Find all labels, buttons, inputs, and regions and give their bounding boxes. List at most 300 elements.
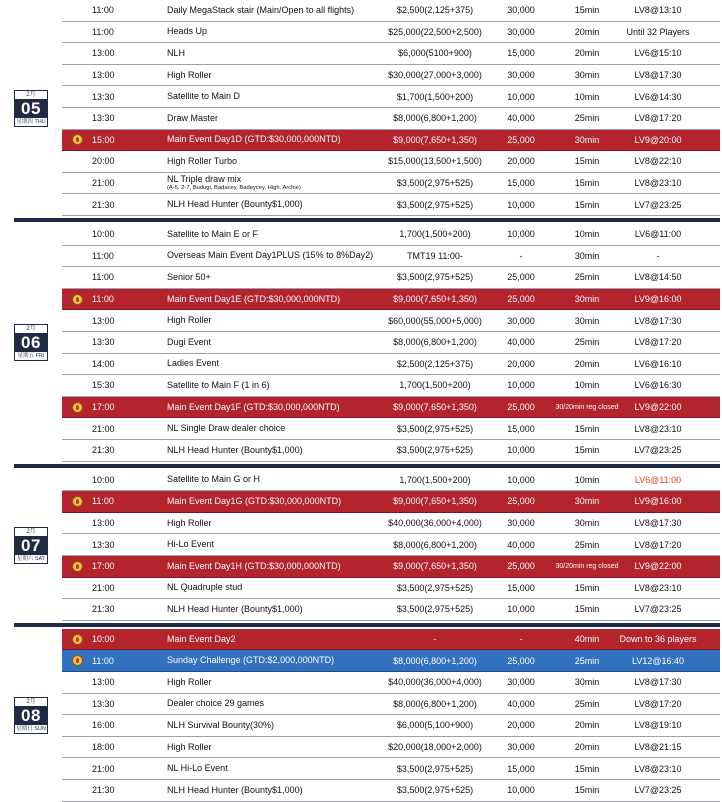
event-row <box>62 715 720 737</box>
featured-event-row <box>62 130 720 152</box>
event-late-reg: LV6@16:10 <box>634 358 682 369</box>
event-name-cell <box>167 0 397 21</box>
event-starting-chips: 10,000 <box>507 785 535 796</box>
event-buyin: $8,000(6,800+1,200) <box>393 113 477 124</box>
event-name-cell <box>167 310 397 331</box>
event-time: 11:00 <box>92 294 114 305</box>
event-starting-chips: 15,000 <box>507 763 535 774</box>
event-name: High Roller <box>167 315 212 326</box>
event-starting-chips: 30,000 <box>507 677 535 688</box>
event-row <box>62 86 720 108</box>
event-time: 13:00 <box>92 70 115 81</box>
event-late-reg: LV8@22:10 <box>634 156 682 167</box>
event-buyin: $3,500(2,975+525) <box>396 445 474 456</box>
event-row <box>62 310 720 332</box>
event-name-cell <box>167 491 397 512</box>
event-name-cell <box>167 629 397 650</box>
event-buyin: $25,000(22,500+2,500) <box>388 26 482 37</box>
event-buyin: $6,000(5,100+900) <box>396 720 474 731</box>
event-level-duration: 25min <box>574 539 600 550</box>
event-time: 15:30 <box>92 380 115 391</box>
event-buyin: $3,500(2,975+525) <box>396 582 474 593</box>
event-row <box>62 672 720 694</box>
event-row <box>62 375 720 397</box>
event-time: 13:00 <box>92 518 115 529</box>
event-name: High Roller <box>167 69 212 80</box>
flame-icon <box>72 294 83 305</box>
event-level-duration: 30min <box>574 134 600 145</box>
event-time: 17:00 <box>92 402 115 413</box>
event-level-duration: 30min <box>574 496 600 507</box>
event-level-duration: 25min <box>574 655 600 666</box>
event-time: 13:30 <box>92 91 115 102</box>
event-level-duration: 20min <box>574 720 600 731</box>
event-starting-chips: - <box>519 250 523 261</box>
event-starting-chips: 10,000 <box>507 604 535 615</box>
event-late-reg: Down to 36 players <box>619 634 697 645</box>
event-name-cell <box>167 246 397 267</box>
event-starting-chips: 10,000 <box>507 199 535 210</box>
event-row <box>62 332 720 354</box>
event-starting-chips: 30,000 <box>507 70 535 81</box>
event-time: 13:00 <box>92 48 115 59</box>
event-time: 10:00 <box>92 634 115 645</box>
event-starting-chips: 25,000 <box>507 655 535 666</box>
event-time: 14:00 <box>92 358 115 369</box>
event-name: NL Triple draw mix <box>167 174 242 185</box>
event-buyin: TMT19 11:00- <box>407 250 463 261</box>
event-level-duration: 10min <box>574 474 600 485</box>
event-late-reg: LV7@23:25 <box>634 785 682 796</box>
event-name-cell <box>167 194 397 215</box>
event-name: Hi-Lo Event <box>167 539 215 550</box>
event-name-cell <box>167 513 397 534</box>
event-level-duration: 30min <box>574 250 600 261</box>
event-level-duration: 20min <box>574 358 600 369</box>
event-late-reg: LV9@22:00 <box>634 402 682 413</box>
event-name: NLH Head Hunter (Bounty$1,000) <box>167 784 303 795</box>
date-month: 2月 <box>26 326 36 333</box>
event-level-duration: 15min <box>574 5 600 16</box>
flame-icon <box>72 134 83 145</box>
event-name-cell <box>167 173 397 194</box>
event-row <box>62 470 720 492</box>
event-name-cell <box>167 418 397 439</box>
date-weekday: 星期日 SUN <box>16 725 46 732</box>
event-late-reg: LV7@23:25 <box>634 199 682 210</box>
date-day: 08 <box>15 706 47 725</box>
event-row <box>62 224 720 246</box>
event-time: 16:00 <box>92 720 115 731</box>
event-name: High Roller Turbo <box>167 155 238 166</box>
event-buyin: $8,000(6,800+1,200) <box>393 337 477 348</box>
event-level-duration: 30/20min reg closed <box>555 403 619 411</box>
event-level-duration: 30min <box>574 677 600 688</box>
event-time: 21:00 <box>92 178 115 189</box>
event-name: Heads Up <box>167 26 208 37</box>
event-name-cell <box>167 780 397 801</box>
event-row <box>62 694 720 716</box>
flame-icon <box>72 655 83 666</box>
event-starting-chips: 15,000 <box>507 178 535 189</box>
event-buyin: $8,000(6,800+1,200) <box>393 655 477 666</box>
event-time: 11:00 <box>92 272 114 283</box>
date-day: 05 <box>15 99 47 118</box>
event-time: 21:30 <box>92 604 115 615</box>
event-level-duration: 30/20min reg closed <box>555 562 619 570</box>
event-late-reg: LV9@22:00 <box>634 561 682 572</box>
event-row <box>62 22 720 44</box>
event-level-duration: 30min <box>574 70 600 81</box>
event-buyin: $15,000(13,500+1,500) <box>388 156 482 167</box>
event-name-cell <box>167 108 397 129</box>
event-time: 21:00 <box>92 763 115 774</box>
event-time: 13:30 <box>92 337 115 348</box>
event-name: NL Single Draw dealer choice <box>167 423 286 434</box>
event-level-duration: 20min <box>574 48 600 59</box>
event-level-duration: 15min <box>574 178 600 189</box>
featured-event-row <box>62 556 720 578</box>
event-late-reg: LV8@13:10 <box>634 5 682 16</box>
event-starting-chips: 15,000 <box>507 48 535 59</box>
event-level-duration: 15min <box>574 582 600 593</box>
event-level-duration: 10min <box>574 380 600 391</box>
event-time: 13:00 <box>92 677 115 688</box>
event-buyin: $9,000(7,650+1,350) <box>393 561 477 572</box>
event-name: Satellite to Main F (1 in 6) <box>167 379 270 390</box>
date-badge <box>14 527 48 564</box>
event-row <box>62 418 720 440</box>
event-badge-icon <box>70 130 84 151</box>
event-row <box>62 0 720 22</box>
event-late-reg: LV7@23:25 <box>634 445 682 456</box>
event-late-reg: - <box>656 250 660 261</box>
event-starting-chips: 10,000 <box>507 229 535 240</box>
event-late-reg: LV6@11:00 <box>634 474 682 485</box>
event-late-reg: LV8@17:30 <box>634 518 682 529</box>
event-buyin: $6,000(5100+900) <box>398 48 472 59</box>
date-badge <box>14 324 48 361</box>
event-time: 21:30 <box>92 785 115 796</box>
event-late-reg: Until 32 Players <box>626 26 690 37</box>
event-starting-chips: - <box>519 634 523 645</box>
event-buyin: $40,000(36,000+4,000) <box>388 518 482 529</box>
event-time: 11:00 <box>92 496 114 507</box>
event-starting-chips: 30,000 <box>507 518 535 529</box>
event-name: NLH Head Hunter (Bounty$1,000) <box>167 444 303 455</box>
event-buyin: $8,000(6,800+1,200) <box>393 698 477 709</box>
event-row <box>62 578 720 600</box>
flame-icon <box>72 561 83 572</box>
event-name-cell <box>167 470 397 491</box>
event-row <box>62 246 720 268</box>
event-level-duration: 15min <box>574 423 600 434</box>
event-starting-chips: 10,000 <box>507 445 535 456</box>
event-late-reg: LV8@17:20 <box>634 337 682 348</box>
event-time: 10:00 <box>92 474 115 485</box>
event-name-cell <box>167 737 397 758</box>
event-name-cell <box>167 694 397 715</box>
event-name: NLH Head Hunter (Bounty$1,000) <box>167 199 303 210</box>
event-time: 21:00 <box>92 423 115 434</box>
event-time: 11:00 <box>92 5 114 16</box>
event-level-duration: 15min <box>574 785 600 796</box>
event-level-duration: 10min <box>574 229 600 240</box>
event-name: Sunday Challenge (GTD:$2,000,000NTD) <box>167 655 335 666</box>
event-starting-chips: 20,000 <box>507 156 535 167</box>
event-buyin: 1,700(1,500+200) <box>399 474 471 485</box>
event-late-reg: LV7@23:25 <box>634 604 682 615</box>
event-late-reg: LV8@23:10 <box>634 582 682 593</box>
event-name: Main Event Day2 <box>167 633 236 644</box>
event-late-reg: LV8@17:30 <box>634 677 682 688</box>
event-row <box>62 43 720 65</box>
event-buyin: $3,500(2,975+525) <box>396 178 474 189</box>
event-name-cell <box>167 650 397 671</box>
event-buyin: $3,500(2,975+525) <box>396 199 474 210</box>
event-row <box>62 758 720 780</box>
event-name-cell <box>167 130 397 151</box>
event-name-cell <box>167 22 397 43</box>
event-level-duration: 25min <box>574 113 600 124</box>
event-buyin: $3,500(2,975+525) <box>396 423 474 434</box>
event-starting-chips: 25,000 <box>507 561 535 572</box>
event-late-reg: LV6@11:00 <box>634 229 682 240</box>
event-time: 11:00 <box>92 655 114 666</box>
event-level-duration: 15min <box>574 156 600 167</box>
event-row <box>62 440 720 462</box>
featured-event-row <box>62 491 720 513</box>
event-name: High Roller <box>167 676 212 687</box>
event-starting-chips: 30,000 <box>507 742 535 753</box>
event-name: Ladies Event <box>167 358 220 369</box>
event-name-cell <box>167 758 397 779</box>
event-time: 13:00 <box>92 315 115 326</box>
event-starting-chips: 30,000 <box>507 5 535 16</box>
event-name-cell <box>167 267 397 288</box>
event-row <box>62 65 720 87</box>
event-name: Main Event Day1G (GTD:$30,000,000NTD) <box>167 495 342 506</box>
event-starting-chips: 25,000 <box>507 134 535 145</box>
event-name-cell <box>167 86 397 107</box>
event-name-cell <box>167 556 397 577</box>
event-badge-icon <box>70 397 84 418</box>
event-late-reg: LV8@19:10 <box>634 720 682 731</box>
event-starting-chips: 20,000 <box>507 720 535 731</box>
event-late-reg: LV6@15:10 <box>634 48 682 59</box>
flame-icon <box>72 402 83 413</box>
event-name: Overseas Main Event Day1PLUS (15% to 8%Day2) <box>167 250 374 261</box>
event-buyin: $2,500(2,125+375) <box>396 358 474 369</box>
flame-icon <box>72 634 83 645</box>
event-badge-icon <box>70 650 84 671</box>
date-column <box>0 629 62 802</box>
event-name-cell <box>167 672 397 693</box>
event-row <box>62 267 720 289</box>
event-starting-chips: 30,000 <box>507 26 535 37</box>
event-starting-chips: 25,000 <box>507 294 535 305</box>
featured-event-row <box>62 397 720 419</box>
date-column <box>0 470 62 621</box>
event-starting-chips: 25,000 <box>507 402 535 413</box>
event-time: 13:30 <box>92 539 115 550</box>
event-buyin: - <box>433 634 437 645</box>
date-badge <box>14 90 48 127</box>
event-name-cell <box>167 534 397 555</box>
event-late-reg: LV8@17:30 <box>634 70 682 81</box>
event-late-reg: LV8@17:20 <box>634 113 682 124</box>
event-row <box>62 354 720 376</box>
date-column <box>0 0 62 216</box>
event-name: Daily MegaStack stair (Main/Open to all flights) <box>167 4 355 15</box>
event-level-duration: 25min <box>574 272 600 283</box>
event-starting-chips: 25,000 <box>507 496 535 507</box>
date-weekday: 星期六 SAT <box>16 555 46 562</box>
event-name-cell <box>167 715 397 736</box>
event-buyin: $9,000(7,650+1,350) <box>393 402 477 413</box>
event-row <box>62 173 720 195</box>
event-buyin: $3,500(2,975+525) <box>396 763 474 774</box>
event-starting-chips: 25,000 <box>507 272 535 283</box>
event-starting-chips: 30,000 <box>507 315 535 326</box>
event-level-duration: 20min <box>574 742 600 753</box>
event-name-cell <box>167 599 397 620</box>
event-name-cell <box>167 43 397 64</box>
event-name: Satellite to Main D <box>167 91 241 102</box>
event-row <box>62 737 720 759</box>
event-level-duration: 25min <box>574 337 600 348</box>
event-time: 11:00 <box>92 26 114 37</box>
event-name: NLH Head Hunter (Bounty$1,000) <box>167 603 303 614</box>
event-name: High Roller <box>167 517 212 528</box>
date-weekday: 星期五 FRI <box>17 353 45 360</box>
event-time: 13:30 <box>92 113 115 124</box>
event-time: 21:30 <box>92 445 115 456</box>
event-time: 15:00 <box>92 134 115 145</box>
event-name: Dugi Event <box>167 336 212 347</box>
event-name: Dealer choice 29 games <box>167 698 265 709</box>
date-weekday: 星期四 THU <box>16 118 46 125</box>
date-day: 06 <box>15 333 47 352</box>
event-name: NL Quadruple stud <box>167 582 243 593</box>
event-starting-chips: 10,000 <box>507 474 535 485</box>
event-buyin: $30,000(27,000+3,000) <box>388 70 482 81</box>
event-buyin: $9,000(7,650+1,350) <box>393 134 477 145</box>
event-starting-chips: 40,000 <box>507 698 535 709</box>
event-name: Draw Master <box>167 112 219 123</box>
event-buyin: $8,000(6,800+1,200) <box>393 539 477 550</box>
day-separator <box>14 623 720 627</box>
event-late-reg: LV6@16:30 <box>634 380 682 391</box>
event-name-cell <box>167 440 397 461</box>
event-level-duration: 10min <box>574 91 600 102</box>
event-row <box>62 513 720 535</box>
event-late-reg: LV8@14:50 <box>634 272 682 283</box>
event-level-duration: 15min <box>574 445 600 456</box>
event-starting-chips: 15,000 <box>507 582 535 593</box>
event-buyin: $3,500(2,975+525) <box>396 604 474 615</box>
event-row <box>62 599 720 621</box>
event-late-reg: LV12@16:40 <box>631 655 684 666</box>
event-time: 21:00 <box>92 582 115 593</box>
event-time: 13:30 <box>92 698 115 709</box>
event-name: Main Event Day1E (GTD:$30,000,000NTD) <box>167 293 341 304</box>
event-late-reg: LV9@16:00 <box>634 294 682 305</box>
event-badge-icon <box>70 556 84 577</box>
event-name: NLH <box>167 47 186 58</box>
event-late-reg: LV9@16:00 <box>634 496 682 507</box>
event-row <box>62 780 720 802</box>
event-level-duration: 25min <box>574 698 600 709</box>
event-late-reg: LV9@20:00 <box>634 134 682 145</box>
event-late-reg: LV8@17:20 <box>634 698 682 709</box>
event-buyin: 1,700(1,500+200) <box>399 229 471 240</box>
event-time: 10:00 <box>92 229 115 240</box>
event-starting-chips: 20,000 <box>507 358 535 369</box>
event-level-duration: 15min <box>574 604 600 615</box>
date-month: 2月 <box>26 698 36 705</box>
event-name-note: (A-5, 2-7, Budugi, Badacey, Badeycey, High, Archie) <box>167 185 301 192</box>
event-late-reg: LV8@23:10 <box>634 423 682 434</box>
event-badge-icon <box>70 629 84 650</box>
event-buyin: $3,500(2,975+525) <box>396 272 474 283</box>
flame-icon <box>72 496 83 507</box>
event-name-cell <box>167 375 397 396</box>
date-day: 07 <box>15 536 47 555</box>
event-name-cell <box>167 354 397 375</box>
event-buyin: $1,700(1,500+200) <box>396 91 474 102</box>
event-name: NLH Survival Bounty(30%) <box>167 719 275 730</box>
featured-event-row <box>62 629 720 651</box>
featured-event-row <box>62 650 720 672</box>
event-level-duration: 20min <box>574 26 600 37</box>
event-time: 20:00 <box>92 156 115 167</box>
event-starting-chips: 40,000 <box>507 113 535 124</box>
event-name-cell <box>167 332 397 353</box>
event-late-reg: LV8@23:10 <box>634 178 682 189</box>
event-time: 11:00 <box>92 250 114 261</box>
event-late-reg: LV6@14:30 <box>634 91 682 102</box>
event-starting-chips: 10,000 <box>507 380 535 391</box>
event-starting-chips: 15,000 <box>507 423 535 434</box>
event-name-cell <box>167 397 397 418</box>
event-badge-icon <box>70 491 84 512</box>
event-name-cell <box>167 65 397 86</box>
event-starting-chips: 40,000 <box>507 539 535 550</box>
date-column <box>0 224 62 462</box>
event-late-reg: LV8@21:15 <box>634 742 682 753</box>
event-buyin: $9,000(7,650+1,350) <box>393 496 477 507</box>
event-buyin: $9,000(7,650+1,350) <box>393 294 477 305</box>
event-time: 17:00 <box>92 561 115 572</box>
event-name: High Roller <box>167 741 212 752</box>
event-level-duration: 15min <box>574 763 600 774</box>
event-time: 21:30 <box>92 199 115 210</box>
featured-event-row <box>62 289 720 311</box>
date-month: 2月 <box>26 91 36 98</box>
event-buyin: $3,500(2,975+525) <box>396 785 474 796</box>
event-time: 18:00 <box>92 742 115 753</box>
event-name: Satellite to Main G or H <box>167 474 261 485</box>
event-row <box>62 108 720 130</box>
event-row <box>62 151 720 173</box>
event-name-cell <box>167 289 397 310</box>
event-late-reg: LV8@17:30 <box>634 315 682 326</box>
event-level-duration: 30min <box>574 294 600 305</box>
date-badge <box>14 697 48 734</box>
event-starting-chips: 10,000 <box>507 91 535 102</box>
event-starting-chips: 40,000 <box>507 337 535 348</box>
